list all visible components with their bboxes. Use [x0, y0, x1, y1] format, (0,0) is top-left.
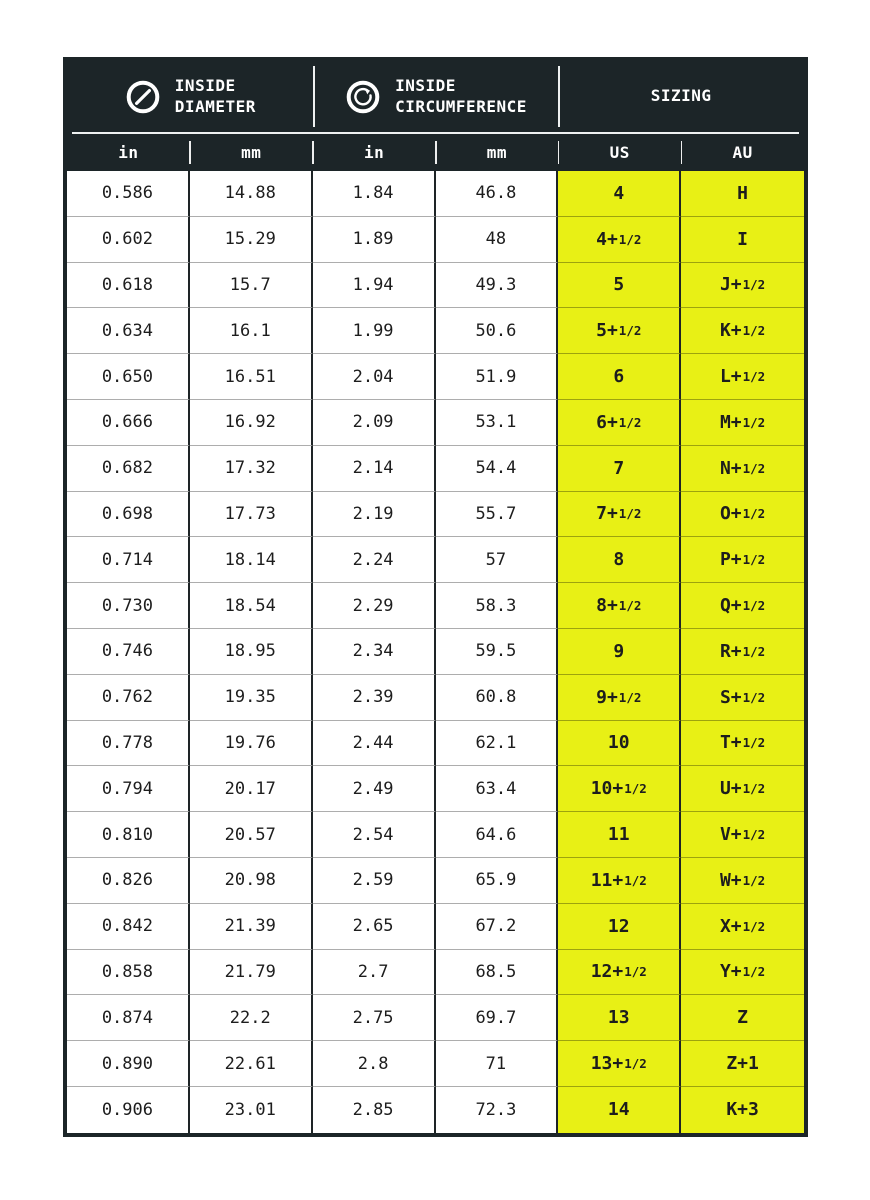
circumference-mm-cell: 46.8 — [436, 171, 559, 217]
us-size-cell: 6 — [558, 354, 681, 400]
circumference-mm-cell: 64.6 — [436, 812, 559, 858]
us-size-cell: 11+ 1/2 — [558, 858, 681, 904]
us-size-cell: 5 — [558, 263, 681, 309]
au-size-cell: S+ 1/2 — [681, 675, 804, 721]
diameter-in-cell: 0.890 — [67, 1041, 190, 1087]
group-label-inside-circumference: INSIDE CIRCUMFERENCE — [395, 75, 527, 116]
circumference-in-cell: 2.75 — [313, 995, 436, 1041]
us-size-cell: 4+ 1/2 — [558, 217, 681, 263]
circumference-mm-cell: 54.4 — [436, 446, 559, 492]
group-sizing — [558, 61, 804, 132]
diameter-in-cell: 0.730 — [67, 583, 190, 629]
table-row — [67, 492, 804, 538]
group-label-sizing: SIZING — [650, 86, 712, 106]
au-size-cell: K+ 1/2 — [681, 308, 804, 354]
circumference-mm-cell: 67.2 — [436, 904, 559, 950]
us-size-cell: 10 — [558, 721, 681, 767]
circumference-mm-cell: 49.3 — [436, 263, 559, 309]
circumference-in-cell: 2.65 — [313, 904, 436, 950]
diameter-in-cell: 0.698 — [67, 492, 190, 538]
us-size-cell: 13 — [558, 995, 681, 1041]
au-size-cell: X+ 1/2 — [681, 904, 804, 950]
us-size-cell: 4 — [558, 171, 681, 217]
circumference-in-cell: 2.14 — [313, 446, 436, 492]
col-header-circumference-in: in — [313, 134, 436, 171]
au-size-cell: I — [681, 217, 804, 263]
diameter-in-cell: 0.874 — [67, 995, 190, 1041]
circumference-in-cell: 2.54 — [313, 812, 436, 858]
au-size-cell: Y+ 1/2 — [681, 950, 804, 996]
circumference-mm-cell: 51.9 — [436, 354, 559, 400]
us-size-cell: 11 — [558, 812, 681, 858]
table-row — [67, 263, 804, 309]
au-size-cell: N+ 1/2 — [681, 446, 804, 492]
us-size-cell: 8 — [558, 537, 681, 583]
us-size-cell: 12+ 1/2 — [558, 950, 681, 996]
us-size-cell: 7 — [558, 446, 681, 492]
table-body — [67, 171, 804, 1133]
table-row — [67, 354, 804, 400]
diameter-mm-cell: 20.57 — [190, 812, 313, 858]
diameter-in-cell: 0.858 — [67, 950, 190, 996]
circumference-mm-cell: 48 — [436, 217, 559, 263]
diameter-in-cell: 0.666 — [67, 400, 190, 446]
table-row — [67, 950, 804, 996]
circumference-in-cell: 2.59 — [313, 858, 436, 904]
col-header-diameter-mm: mm — [190, 134, 313, 171]
us-size-cell: 6+ 1/2 — [558, 400, 681, 446]
diameter-mm-cell: 21.39 — [190, 904, 313, 950]
circumference-in-cell: 2.34 — [313, 629, 436, 675]
table-row — [67, 995, 804, 1041]
column-group-header — [67, 61, 804, 132]
diameter-in-cell: 0.842 — [67, 904, 190, 950]
diameter-mm-cell: 15.7 — [190, 263, 313, 309]
diameter-mm-cell: 19.76 — [190, 721, 313, 767]
table-row — [67, 1041, 804, 1087]
table-row — [67, 583, 804, 629]
circumference-in-cell: 2.49 — [313, 766, 436, 812]
table-row — [67, 858, 804, 904]
au-size-cell: U+ 1/2 — [681, 766, 804, 812]
group-inside-circumference — [313, 61, 559, 132]
diameter-in-cell: 0.634 — [67, 308, 190, 354]
diameter-mm-cell: 17.73 — [190, 492, 313, 538]
us-size-cell: 9+ 1/2 — [558, 675, 681, 721]
au-size-cell: Q+ 1/2 — [681, 583, 804, 629]
diameter-mm-cell: 20.17 — [190, 766, 313, 812]
circumference-mm-cell: 58.3 — [436, 583, 559, 629]
diameter-mm-cell: 16.92 — [190, 400, 313, 446]
circumference-in-cell: 1.84 — [313, 171, 436, 217]
circumference-mm-cell: 55.7 — [436, 492, 559, 538]
diameter-mm-cell: 16.1 — [190, 308, 313, 354]
circumference-mm-cell: 65.9 — [436, 858, 559, 904]
diameter-mm-cell: 18.95 — [190, 629, 313, 675]
diameter-icon — [124, 78, 162, 116]
diameter-mm-cell: 19.35 — [190, 675, 313, 721]
circumference-mm-cell: 62.1 — [436, 721, 559, 767]
table-row — [67, 400, 804, 446]
us-size-cell: 9 — [558, 629, 681, 675]
group-label-inside-diameter: INSIDE DIAMETER — [174, 75, 256, 116]
circumference-in-cell: 2.09 — [313, 400, 436, 446]
diameter-in-cell: 0.826 — [67, 858, 190, 904]
diameter-in-cell: 0.650 — [67, 354, 190, 400]
circumference-mm-cell: 57 — [436, 537, 559, 583]
au-size-cell: K+3 — [681, 1087, 804, 1133]
diameter-mm-cell: 23.01 — [190, 1087, 313, 1133]
au-size-cell: Z — [681, 995, 804, 1041]
diameter-mm-cell: 22.2 — [190, 995, 313, 1041]
us-size-cell: 14 — [558, 1087, 681, 1133]
diameter-in-cell: 0.602 — [67, 217, 190, 263]
circumference-in-cell: 2.39 — [313, 675, 436, 721]
diameter-mm-cell: 20.98 — [190, 858, 313, 904]
diameter-mm-cell: 21.79 — [190, 950, 313, 996]
au-size-cell: J+ 1/2 — [681, 263, 804, 309]
circumference-mm-cell: 50.6 — [436, 308, 559, 354]
circumference-mm-cell: 63.4 — [436, 766, 559, 812]
au-size-cell: Z+1 — [681, 1041, 804, 1087]
diameter-mm-cell: 15.29 — [190, 217, 313, 263]
col-header-diameter-in: in — [67, 134, 190, 171]
diameter-mm-cell: 22.61 — [190, 1041, 313, 1087]
au-size-cell: L+ 1/2 — [681, 354, 804, 400]
col-header-circumference-mm: mm — [436, 134, 559, 171]
diameter-in-cell: 0.810 — [67, 812, 190, 858]
circumference-mm-cell: 69.7 — [436, 995, 559, 1041]
au-size-cell: P+ 1/2 — [681, 537, 804, 583]
circumference-in-cell: 2.7 — [313, 950, 436, 996]
unit-header-row — [67, 134, 804, 171]
diameter-in-cell: 0.762 — [67, 675, 190, 721]
circumference-in-cell: 2.44 — [313, 721, 436, 767]
table-row — [67, 675, 804, 721]
diameter-in-cell: 0.618 — [67, 263, 190, 309]
table-row — [67, 171, 804, 217]
table-row — [67, 308, 804, 354]
circumference-in-cell: 2.8 — [313, 1041, 436, 1087]
diameter-mm-cell: 18.54 — [190, 583, 313, 629]
table-header — [67, 61, 804, 171]
diameter-in-cell: 0.906 — [67, 1087, 190, 1133]
us-size-cell: 5+ 1/2 — [558, 308, 681, 354]
group-inside-diameter — [67, 61, 313, 132]
circumference-mm-cell: 59.5 — [436, 629, 559, 675]
table-row — [67, 904, 804, 950]
circumference-in-cell: 1.99 — [313, 308, 436, 354]
table-row — [67, 537, 804, 583]
table-row — [67, 446, 804, 492]
diameter-mm-cell: 18.14 — [190, 537, 313, 583]
col-header-us-size: US — [558, 134, 681, 171]
circumference-in-cell: 2.04 — [313, 354, 436, 400]
us-size-cell: 10+ 1/2 — [558, 766, 681, 812]
table-row — [67, 812, 804, 858]
circumference-mm-cell: 71 — [436, 1041, 559, 1087]
diameter-in-cell: 0.794 — [67, 766, 190, 812]
circumference-in-cell: 2.29 — [313, 583, 436, 629]
diameter-in-cell: 0.746 — [67, 629, 190, 675]
diameter-mm-cell: 16.51 — [190, 354, 313, 400]
table-row — [67, 1087, 804, 1133]
table-row — [67, 721, 804, 767]
us-size-cell: 8+ 1/2 — [558, 583, 681, 629]
diameter-in-cell: 0.682 — [67, 446, 190, 492]
circumference-in-cell: 2.24 — [313, 537, 436, 583]
diameter-in-cell: 0.714 — [67, 537, 190, 583]
diameter-mm-cell: 17.32 — [190, 446, 313, 492]
circumference-mm-cell: 53.1 — [436, 400, 559, 446]
circumference-in-cell: 2.85 — [313, 1087, 436, 1133]
diameter-in-cell: 0.586 — [67, 171, 190, 217]
circumference-in-cell: 1.89 — [313, 217, 436, 263]
au-size-cell: W+ 1/2 — [681, 858, 804, 904]
us-size-cell: 7+ 1/2 — [558, 492, 681, 538]
circumference-in-cell: 2.19 — [313, 492, 436, 538]
au-size-cell: O+ 1/2 — [681, 492, 804, 538]
col-header-au-size: AU — [732, 143, 753, 162]
table-row — [67, 217, 804, 263]
table-row — [67, 629, 804, 675]
au-size-cell: T+ 1/2 — [681, 721, 804, 767]
diameter-in-cell: 0.778 — [67, 721, 190, 767]
circumference-mm-cell: 60.8 — [436, 675, 559, 721]
us-size-cell: 12 — [558, 904, 681, 950]
au-size-cell: R+ 1/2 — [681, 629, 804, 675]
circumference-icon — [344, 78, 382, 116]
table-row — [67, 766, 804, 812]
circumference-mm-cell: 68.5 — [436, 950, 559, 996]
circumference-mm-cell: 72.3 — [436, 1087, 559, 1133]
au-size-cell: M+ 1/2 — [681, 400, 804, 446]
diameter-mm-cell: 14.88 — [190, 171, 313, 217]
au-size-cell: H — [681, 171, 804, 217]
au-size-cell: V+ 1/2 — [681, 812, 804, 858]
ring-size-table — [63, 57, 808, 1137]
circumference-in-cell: 1.94 — [313, 263, 436, 309]
us-size-cell: 13+ 1/2 — [558, 1041, 681, 1087]
